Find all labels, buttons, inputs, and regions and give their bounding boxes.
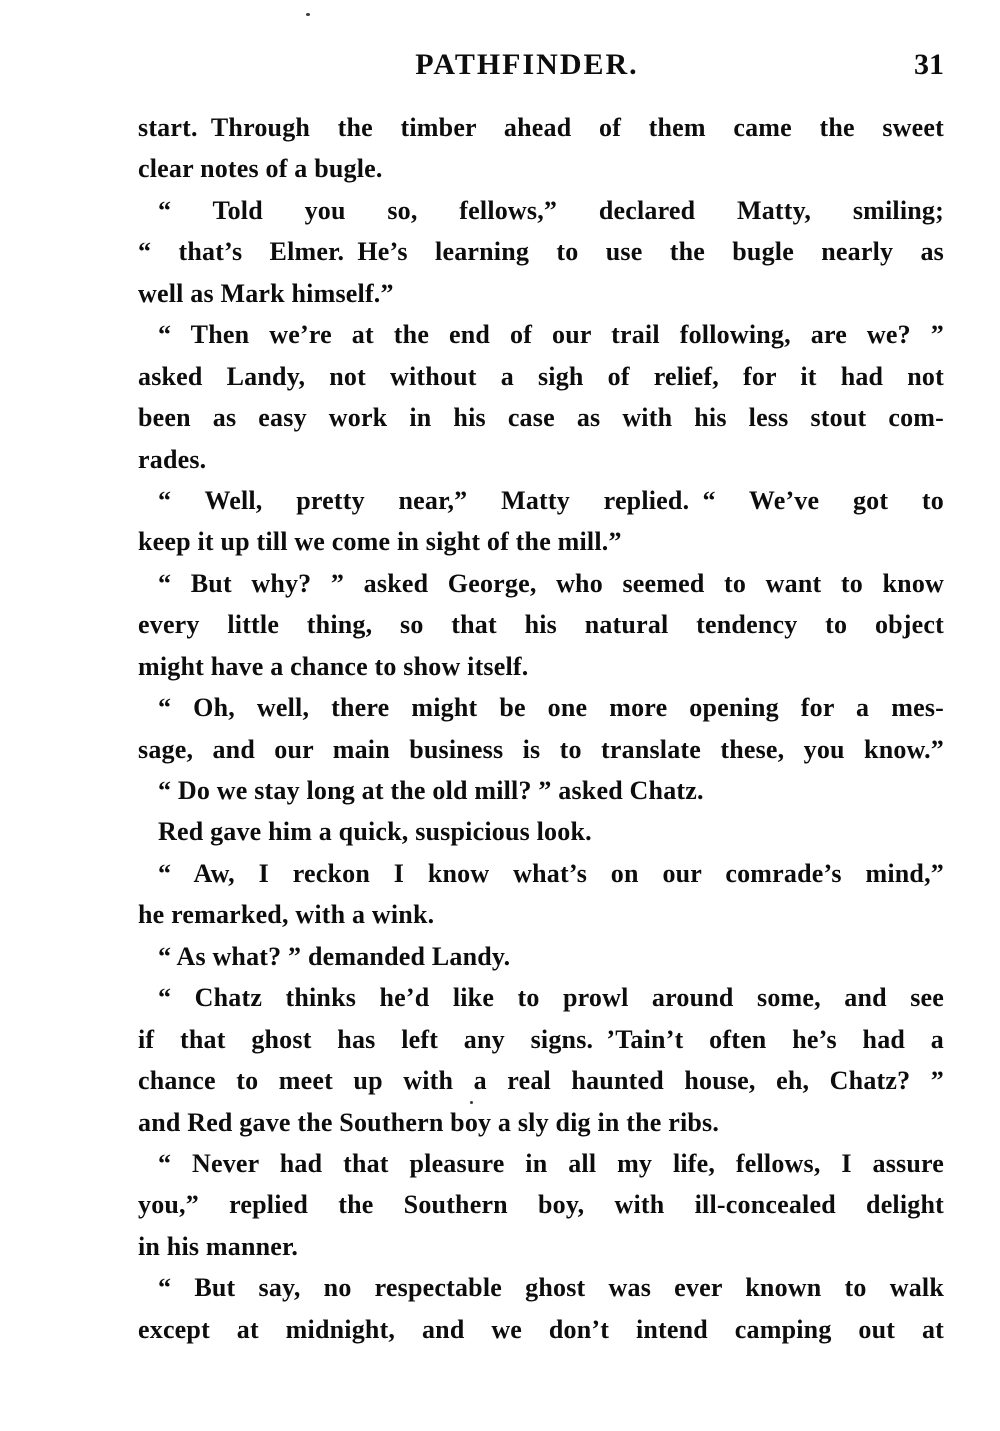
text-line: chance to meet up with a real haunted house, eh, Chatz? ” — [138, 1066, 944, 1096]
text-line: if that ghost has left any signs. ’Tain’t often he’s had a — [138, 1024, 944, 1054]
ink-speck — [470, 1101, 473, 1104]
text-line: except at midnight, and we don’t intend camping out at — [138, 1314, 944, 1344]
text-line: well as Mark himself.” — [138, 278, 394, 308]
text-line: and Red gave the Southern boy a sly dig in the ribs. — [138, 1107, 720, 1137]
text-block — [138, 107, 944, 1350]
text-line: “ Told you so, fellows,” declared Matty, smiling; — [158, 195, 944, 225]
text-line: you,” replied the Southern boy, with ill-concealed delight — [138, 1190, 944, 1220]
text-line: sage, and our main business is to translate these, you know.” — [138, 734, 944, 764]
text-line: been as easy work in his case as with his less stout com- — [138, 403, 944, 433]
text-line: “ that’s Elmer. He’s learning to use the bugle nearly as — [138, 237, 944, 267]
text-line: “ As what? ” demanded Landy. — [158, 941, 511, 971]
text-line: “ Then we’re at the end of our trail following, are we? ” — [158, 320, 944, 350]
text-line: “ Aw, I reckon I know what’s on our comrade’s mind,” — [158, 858, 944, 888]
text-line: clear notes of a bugle. — [138, 154, 383, 184]
text-line: “ But say, no respectable ghost was ever known to walk — [158, 1273, 944, 1303]
text-line: “ Chatz thinks he’d like to prowl around some, and see — [158, 983, 944, 1013]
text-line: Red gave him a quick, suspicious look. — [158, 817, 592, 847]
text-line: “ Oh, well, there might be one more opening for a mes- — [158, 693, 944, 723]
page-header — [138, 48, 944, 82]
text-line: he remarked, with a wink. — [138, 900, 435, 930]
text-line: “ Do we stay long at the old mill? ” asked Chatz. — [158, 776, 704, 805]
text-line: in his manner. — [138, 1231, 299, 1261]
text-line: every little thing, so that his natural tendency to object — [138, 610, 944, 640]
text-line: keep it up till we come in sight of the mill.” — [138, 527, 622, 557]
text-line: “ Never had that pleasure in all my life, fellows, I assure — [158, 1148, 944, 1178]
ink-speck — [306, 13, 310, 16]
text-line: rades. — [138, 444, 207, 474]
running-title: PATHFINDER. — [415, 48, 639, 81]
text-line: asked Landy, not without a sigh of relief, for it had not — [138, 361, 944, 391]
page-number: 31 — [914, 48, 944, 81]
text-line: “ But why? ” asked George, who seemed to want to know — [158, 568, 944, 598]
text-line: “ Well, pretty near,” Matty replied. “ We’ve got to — [158, 485, 944, 515]
text-line: start. Through the timber ahead of them came the sweet — [138, 113, 944, 142]
text-line: might have a chance to show itself. — [138, 651, 529, 681]
